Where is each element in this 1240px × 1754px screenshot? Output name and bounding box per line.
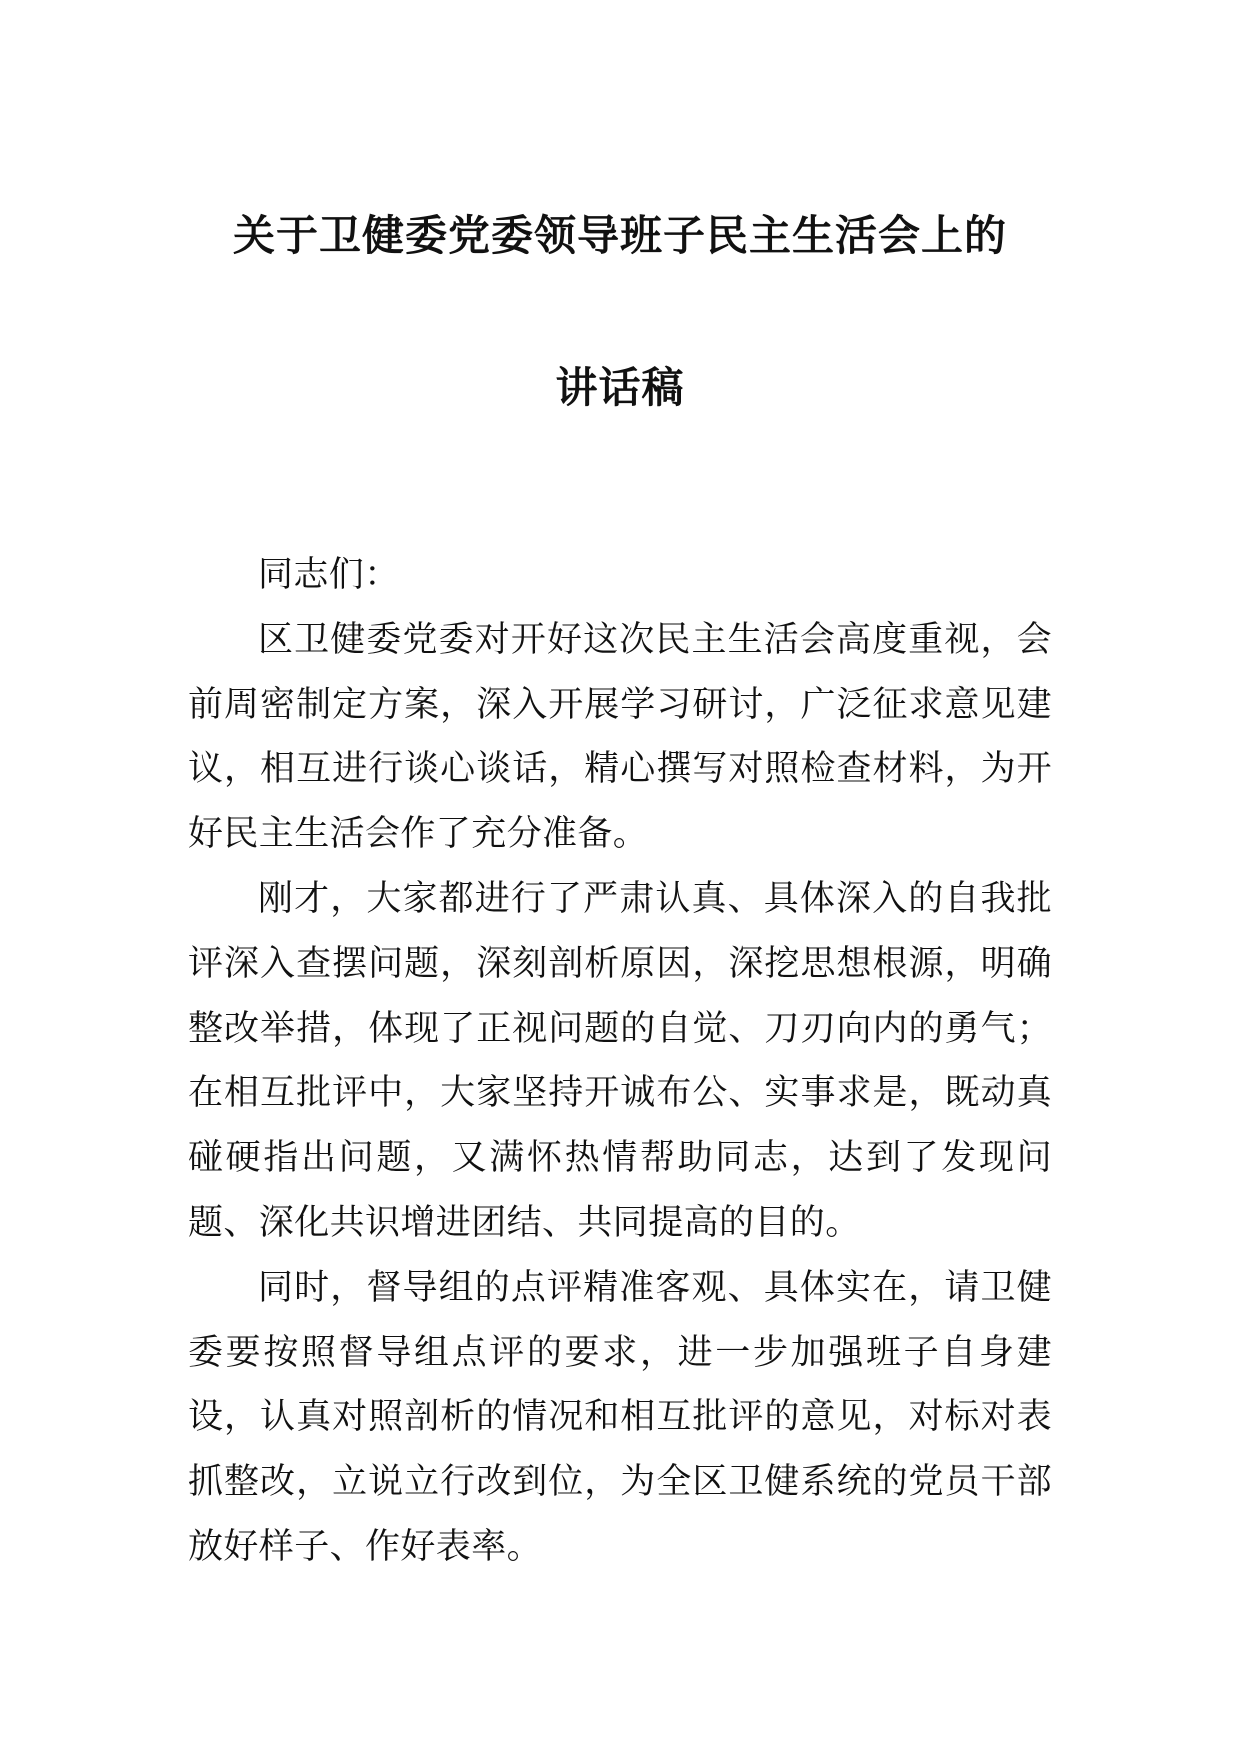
document-body xyxy=(188,543,1052,1580)
paragraph: 刚才，大家都进行了严肃认真、具体深入的自我批评深入查摆问题，深刻剖析原因，深挖思想根源，明确整改举措，体现了正视问题的自觉、刀刃向内的勇气；在相互批评中，大家坚持开诚布公、实事求是，既动真碰硬指出问题，又满怀热情帮助同志，达到了发现问题、深化共识增进团结、共同提高的目的。 xyxy=(188,878,1052,1243)
paragraph: 同时，督导组的点评精准客观、具体实在，请卫健委要按照督导组点评的要求，进一步加强班子自身建设，认真对照剖析的情况和相互批评的意见，对标对表抓整改，立说立行改到位，为全区卫健系统的党员干部放好样子、作好表率。 xyxy=(188,1267,1052,1567)
document-title-line-1: 关于卫健委党委领导班子民主生活会上的 xyxy=(232,211,1007,260)
document-title-line-2: 讲话稿 xyxy=(555,363,685,412)
greeting: 同志们： xyxy=(258,555,400,595)
paragraph: 区卫健委党委对开好这次民主生活会高度重视，会前周密制定方案，深入开展学习研讨，广泛征求意见建议，相互进行谈心谈话，精心撰写对照检查材料，为开好民主生活会作了充分准备。 xyxy=(188,619,1052,855)
